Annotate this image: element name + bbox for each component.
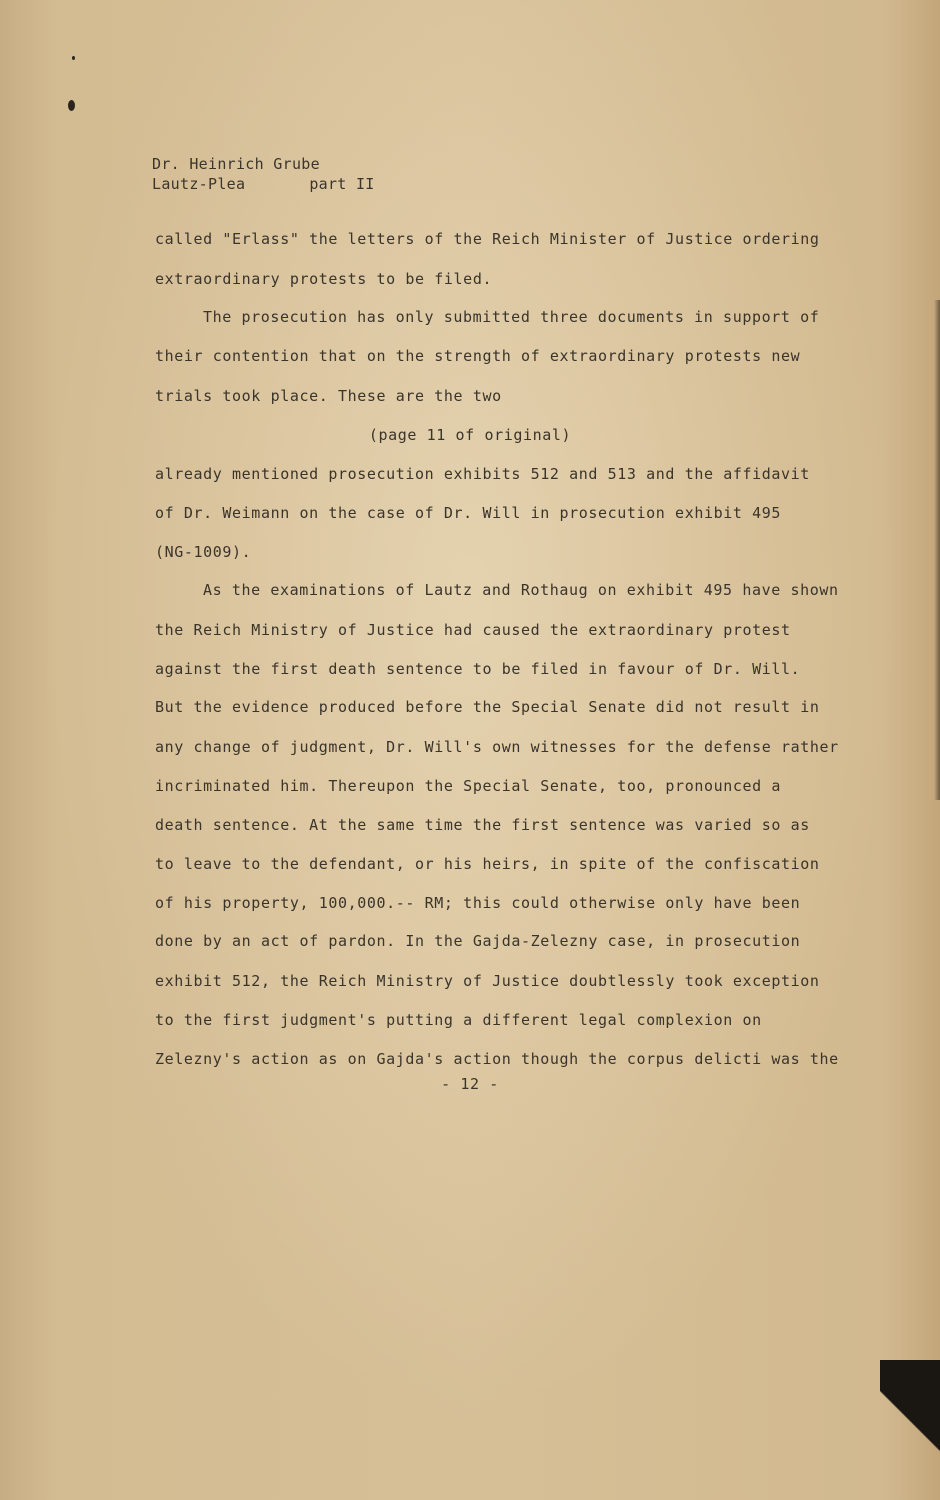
text-line: called "Erlass" the letters of the Reich Minister of Justice ordering [155, 230, 820, 248]
text-line: their contention that on the strength of extraordinary protests new [155, 347, 801, 365]
text-line: of Dr. Weimann on the case of Dr. Will in prosecution exhibit 495 [155, 504, 781, 522]
text-line: But the evidence produced before the Special Senate did not result in [155, 698, 820, 716]
page-edge-shadow [934, 300, 940, 800]
page-reference: (page 11 of original) [368, 426, 572, 444]
page-number: - 12 - [441, 1075, 499, 1093]
text-line: against the first death sentence to be filed in favour of Dr. Will. [155, 660, 801, 678]
text-line: extraordinary protests to be filed. [155, 270, 493, 288]
header-document-title: Lautz-Plea [152, 175, 246, 193]
text-line: any change of judgment, Dr. Will's own witnesses for the defense rather [155, 738, 839, 756]
text-line: death sentence. At the same time the first sentence was varied so as [155, 816, 810, 834]
text-line: to the first judgment's putting a different legal complexion on [155, 1011, 762, 1029]
torn-corner [880, 1360, 940, 1500]
text-line: Zelezny's action as on Gajda's action though the corpus delicti was the [155, 1050, 839, 1068]
text-line: The prosecution has only submitted three documents in support of [203, 308, 820, 326]
text-line: As the examinations of Lautz and Rothaug on exhibit 495 have shown [203, 581, 839, 599]
ink-speck [72, 56, 75, 60]
text-line: (NG-1009). [155, 543, 252, 561]
text-line: incriminated him. Thereupon the Special Senate, too, pronounced a [155, 777, 781, 795]
header-author: Dr. Heinrich Grube [152, 155, 320, 173]
text-line: done by an act of pardon. In the Gajda-Zelezny case, in prosecution [155, 932, 801, 950]
text-line: to leave to the defendant, or his heirs, in spite of the confiscation [155, 855, 820, 873]
text-line: the Reich Ministry of Justice had caused the extraordinary protest [155, 621, 791, 639]
document-header [152, 154, 375, 194]
ink-speck [68, 100, 75, 111]
text-line: trials took place. These are the two [155, 387, 502, 405]
text-line: already mentioned prosecution exhibits 512 and 513 and the affidavit [155, 465, 810, 483]
text-line: of his property, 100,000.-- RM; this could otherwise only have been [155, 894, 801, 912]
header-part: part II [309, 175, 375, 193]
text-line: exhibit 512, the Reich Ministry of Justice doubtlessly took exception [155, 972, 820, 990]
